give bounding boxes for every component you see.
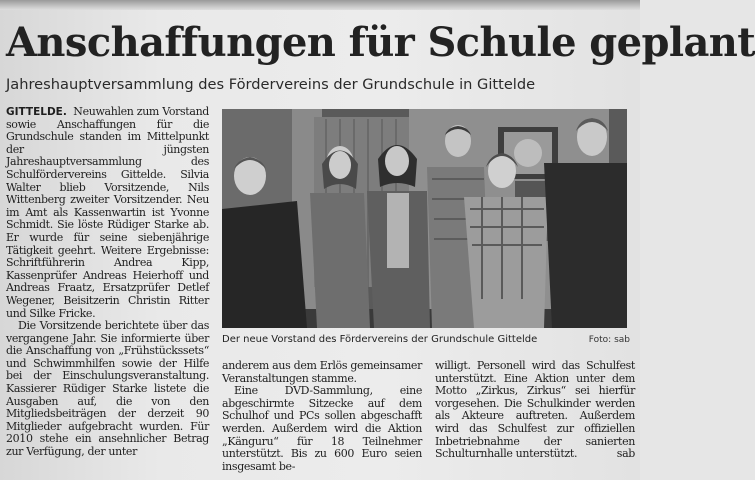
author-signature: sab xyxy=(616,447,635,461)
paragraph-plans: Eine DVD-Sammlung, eine abgeschirmte Sitzecke auf dem Schulhof und PCs sollen abgeschafft werden. Außerdem wird die Aktion „Känguru“ für 18 Teilnehmer unterstützt. Bis zu 600 Euro seien insgesamt be- xyxy=(222,384,422,473)
dateline: GITTELDE. xyxy=(6,106,67,118)
paragraph-schoolfest-text: willigt. Personell wird das Schulfest unterstützt. Eine Aktion unter dem Motto „Zirkus, Zirkus“ sei hierfür vorgesehen. Die Schulkinder werden als Akteure auftreten. Außerdem wird das Schulfest zur offiziellen Inbetriebnahme der sanierten Schulturnhalle unterstützt. xyxy=(435,359,635,461)
paragraph-schoolfest xyxy=(435,360,635,461)
headline: Anschaffungen für Schule geplant xyxy=(6,19,755,66)
photo-credit: Foto: sab xyxy=(588,335,630,345)
subheadline: Jahreshauptversammlung des Fördervereins der Grundschule in Gittelde xyxy=(6,76,536,93)
paragraph-intro xyxy=(6,106,209,320)
group-photo xyxy=(222,109,627,328)
paragraph-report: Die Vorsitzende berichtete über das vergangene Jahr. Sie informierte über die Anschaffung von „Frühstückssets“ und Schwimmhilfen sowie der Hilfe bei der Einschulungsveranstaltung. Kassierer Rüdiger Starke listete die Ausgaben auf, die von den Mitgliedsbeiträgen der derzeit 90 Mitglieder aufgebracht wurden. Für 2010 stehe ein ansehnlicher Betrag zur Verfügung, der unter xyxy=(6,319,209,459)
group-photo-illustration xyxy=(222,109,627,328)
article-column-2 xyxy=(222,360,422,478)
photo-caption: Der neue Vorstand des Fördervereins der Grundschule Gittelde xyxy=(222,334,538,345)
article-column-1 xyxy=(6,106,209,478)
page-top-shadow xyxy=(0,0,640,10)
paragraph-intro-text: Neuwahlen zum Vorstand sowie Anschaffungen für die Grundschule standen im Mittelpunkt der jüngsten Jahreshauptversammlung des Schulfördervereins Gittelde. Silvia Walter blieb Vorsitzende, Nils Wittenberg zweiter Vorsitzender. Neu im Amt als Kassenwartin ist Yvonne Schmidt. Sie löste Rüdiger Starke ab. Er wurde für seine siebenjährige Tätigkeit geehrt. Weitere Ergebnisse: Schriftführerin Andrea Kipp, Kassenprüfer Andreas Heierhoff und Andreas Fraatz, Ersatzprüfer Detlef Wegener, Beisitzerin Christin Ritter und Silke Fricke. xyxy=(6,105,210,320)
paragraph-continued: anderem aus dem Erlös gemeinsamer Veranstaltungen stamme. xyxy=(222,359,422,385)
article-column-3 xyxy=(435,360,635,478)
